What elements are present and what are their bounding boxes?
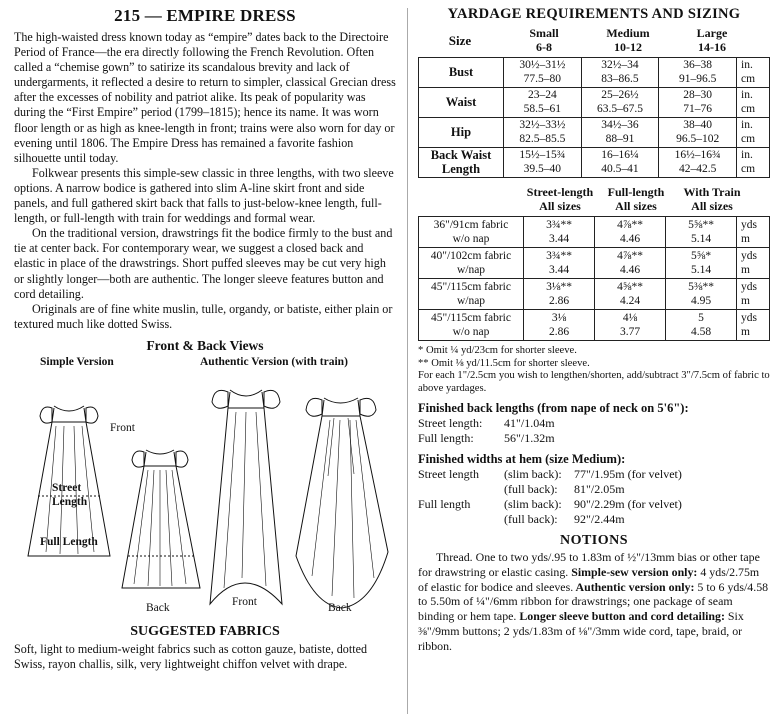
- fabrics-text: Soft, light to medium-weight fabrics such as cotton gauze, batiste, dotted Swiss, rayon challis, silk, very lightweight chiffon velvet with drape.: [14, 641, 367, 671]
- street-length-label-2: Length: [52, 495, 88, 508]
- fabric-nap: w/nap: [456, 295, 486, 307]
- authentic-front-dress: [210, 390, 282, 604]
- inch-value: 32½–33½: [519, 119, 566, 131]
- size-name: Medium: [606, 26, 650, 40]
- cm-value: 88–91: [605, 132, 635, 145]
- meters-value: 3.44: [548, 233, 570, 245]
- notions-text: [418, 550, 770, 653]
- yardage-cell: [595, 217, 666, 248]
- fabric-label: [419, 279, 524, 310]
- cm-value: 42–42.5: [678, 162, 717, 175]
- size-small: [502, 27, 586, 54]
- note-line: * Omit ¼ yd/23cm for shorter sleeve.: [418, 345, 577, 356]
- pattern-title: 215 — EMPIRE DRESS: [114, 6, 296, 25]
- meters-value: 5.14: [690, 264, 712, 276]
- unit-cell: [737, 217, 770, 248]
- yardage-cell: [666, 217, 737, 248]
- authentic-version-label: Authentic Version (with train): [200, 355, 348, 368]
- meters-value: 3.77: [619, 326, 641, 338]
- notions-part: Thread. One to two yds/.95 to 1.83m of ½"/13mm bias or other tape for drawstring or elastic casing.: [418, 550, 760, 580]
- measurement-label: Bust: [419, 58, 504, 88]
- inch-value: 23–24: [527, 89, 557, 101]
- notions-part: 5 to 6 yds/4.58 to 5.50m of ¼"/6mm ribbon for drawstrings; one package of seam binding or hem tape.: [418, 579, 769, 624]
- unit-cm: cm: [741, 132, 756, 145]
- measurement-label: Waist: [419, 88, 504, 118]
- finished-label: Full length:: [418, 431, 474, 446]
- hem-length-label: [418, 512, 504, 527]
- hem-length-label: Street length: [418, 467, 479, 482]
- cm-value: 82.5–85.5: [519, 132, 566, 145]
- yards-value: 3¾**: [546, 219, 572, 231]
- yardage-row: [419, 279, 770, 310]
- size-name: Small: [529, 26, 559, 40]
- yardage-header-line: All sizes: [539, 198, 581, 213]
- unit-cell: [737, 148, 770, 178]
- unit-inch: in.: [741, 119, 753, 131]
- unit-inch: in.: [741, 59, 753, 71]
- cm-value: 71–76: [683, 102, 713, 115]
- cm-value: 63.5–67.5: [596, 102, 643, 115]
- inch-value: 15½–15¾: [519, 149, 566, 161]
- notions-part: Six ⅜"/9mm buttons; 2 yds/1.83m of ⅛"/3mm wide cord, tape, braid, or ribbon.: [418, 609, 744, 653]
- inch-value: 34½–36: [601, 119, 639, 131]
- meters-value: 4.95: [690, 295, 712, 307]
- yardage-header-full: [598, 186, 674, 213]
- unit-cm: cm: [741, 162, 756, 175]
- yardage-row: [419, 217, 770, 248]
- size-range: 14-16: [698, 39, 726, 54]
- meters-value: 3.44: [548, 264, 570, 276]
- inch-value: 36–38: [683, 59, 713, 71]
- authentic-back-dress: [296, 398, 388, 608]
- hem-width-value: 77"/1.95m (for velvet): [574, 467, 682, 482]
- meters-value: 4.46: [619, 233, 641, 245]
- fabric-width: 36"/91cm fabric: [433, 219, 509, 231]
- measurement-cell: [504, 58, 582, 88]
- note-line: For each 1"/2.5cm you wish to lengthen/shorten, add/subtract 3"/7.5cm of fabric to above yardages.: [418, 370, 770, 394]
- yards-value: 4⅞**: [617, 250, 643, 262]
- yardage-cell: [524, 217, 595, 248]
- yardage-cell: [524, 279, 595, 310]
- yardage-row: [419, 248, 770, 279]
- meters-value: 2.86: [548, 295, 570, 307]
- measurement-row: [419, 148, 770, 178]
- measurement-cell: [659, 148, 737, 178]
- simple-version-label: Simple Version: [40, 355, 114, 368]
- finished-hem-rows: [418, 467, 770, 527]
- measurement-row: [419, 58, 770, 88]
- yardage-header-line: All sizes: [691, 198, 733, 213]
- unit-inch: in.: [741, 149, 753, 161]
- yards-value: 5⅜**: [688, 281, 714, 293]
- measurement-label: Hip: [419, 118, 504, 148]
- intro-paragraph: The high-waisted dress known today as “empire” dates back to the Directoire Period of France—the era directly following the French Revolution. Often called a “chemise gown” to satirize its scandalous brevity and lack of undergarments, it reflected a desire to return to simpler, classical Grecian dress after the excesses of nobility and patriot alike. Its peak of popularity was during the “First Empire” period (1799–1815); hence its name. It was worn floor length or as high as knee-length in front; trains were also worn for day or evening until 1806. The Empire Dress has remained a favorite fashion silhouette until today.: [14, 30, 396, 165]
- notions-title: NOTIONS: [559, 533, 629, 549]
- yardage-title: YARDAGE REQUIREMENTS AND SIZING: [447, 6, 741, 22]
- measurement-cell: [659, 118, 737, 148]
- yardage-cell: [666, 279, 737, 310]
- measurement-cell: [504, 118, 582, 148]
- yardage-header-line: With Train: [683, 185, 741, 199]
- inch-value: 30½–31½: [519, 59, 566, 71]
- inch-value: 38–40: [683, 119, 713, 131]
- yardage-row: [419, 310, 770, 341]
- yardage-cell: [666, 310, 737, 341]
- yardage-cell: [595, 248, 666, 279]
- unit-cm: cm: [741, 72, 756, 85]
- unit-inch: in.: [741, 89, 753, 101]
- fabric-label: [419, 248, 524, 279]
- yards-value: 3⅛**: [546, 281, 572, 293]
- size-label: Size: [448, 32, 472, 48]
- size-header: [418, 27, 770, 54]
- measurement-cell: [504, 148, 582, 178]
- finished-value: 41"/1.04m: [504, 416, 555, 431]
- finished-hem-row: [418, 482, 770, 497]
- description-paragraph: Folkwear presents this simple-sew classic in three lengths, with two sleeve options. A narrow bodice is gathered into slim A-line skirt front and side panels, and full gathered skirt back that falls to just-below-knee length, full-length, or full-length with train for weddings and formal wear.: [14, 165, 394, 226]
- originals-paragraph: Originals are of fine white muslin, tulle, organdy, or batiste, either plain or textured much like dotted Swiss.: [14, 301, 393, 331]
- yardage-cell: [524, 248, 595, 279]
- notions-bold: Simple-sew version only:: [568, 565, 698, 580]
- fabric-nap: w/o nap: [452, 326, 490, 338]
- front-label-authentic: Front: [232, 595, 257, 608]
- unit-cell: [737, 310, 770, 341]
- hem-width-value: 81"/2.05m: [574, 482, 625, 497]
- notions-bold: Longer sleeve button and cord detailing:: [516, 609, 725, 624]
- unit-cm: cm: [741, 102, 756, 115]
- yardage-header-train: [674, 186, 750, 213]
- unit-yds: yds: [741, 281, 757, 293]
- meters-value: 5.14: [690, 233, 712, 245]
- measurement-label: Back Waist Length: [419, 148, 504, 178]
- inch-value: 16–16¼: [601, 149, 639, 161]
- inch-value: 32½–34: [601, 59, 639, 71]
- cm-value: 40.5–41: [601, 162, 639, 175]
- back-label-simple: Back: [146, 601, 170, 614]
- finished-label: Street length:: [418, 416, 483, 431]
- unit-m: m: [741, 295, 750, 307]
- construction-paragraph: On the traditional version, drawstrings fit the bodice firmly to the bust and tie at center back. For contemporary wear, we suggest a closed back and elastic in place of the drawstrings. Short puffed sleeves may be cut very high or slightly longer—both are authentic. The longer sleeve features button and cord detailing.: [14, 226, 393, 301]
- finished-back-row: [418, 416, 770, 431]
- yardage-cell: [595, 310, 666, 341]
- yardage-cell: [524, 310, 595, 341]
- yards-value: 4⅞**: [617, 219, 643, 231]
- simple-front-dress: [28, 406, 110, 556]
- fabric-nap: w/o nap: [452, 233, 490, 245]
- yards-value: 3¾**: [546, 250, 572, 262]
- column-divider: [407, 8, 408, 714]
- unit-m: m: [741, 264, 750, 276]
- unit-yds: yds: [741, 312, 757, 324]
- yardage-table: [418, 216, 770, 341]
- inch-value: 28–30: [683, 89, 713, 101]
- hem-length-label: [418, 482, 504, 497]
- yards-value: 3⅛: [551, 312, 567, 324]
- street-length-label: Street: [52, 481, 82, 494]
- full-length-label: Full Length: [40, 535, 98, 548]
- hem-back-type: (slim back):: [504, 497, 562, 512]
- unit-yds: yds: [741, 250, 757, 262]
- hem-length-label: Full length: [418, 497, 471, 512]
- finished-hem-row: [418, 467, 770, 482]
- yardage-header-street: [522, 186, 598, 213]
- measurement-cell: [659, 58, 737, 88]
- hem-back-type: (slim back):: [504, 467, 562, 482]
- cm-value: 58.5–61: [523, 102, 562, 115]
- hem-back-type: (full back):: [504, 512, 558, 527]
- yards-value: 5⅝**: [688, 219, 714, 231]
- yardage-header-line: Street-length: [526, 185, 594, 199]
- yardage-header: [418, 186, 770, 213]
- yards-value: 4⅛: [622, 312, 638, 324]
- cm-value: 91–96.5: [678, 72, 717, 85]
- right-column: [418, 6, 770, 653]
- finished-hem-row: [418, 512, 770, 527]
- finished-value: 56"/1.32m: [504, 431, 555, 446]
- inch-value: 25–26½: [601, 89, 639, 101]
- measurement-cell: [581, 58, 659, 88]
- unit-cell: [737, 58, 770, 88]
- measurement-row: [419, 118, 770, 148]
- meters-value: 2.86: [548, 326, 570, 338]
- size-name: Large: [696, 26, 728, 40]
- measurement-cell: [504, 88, 582, 118]
- fabric-label: [419, 217, 524, 248]
- size-range: 10-12: [614, 39, 642, 54]
- unit-cell: [737, 279, 770, 310]
- finished-hem-row: [418, 497, 770, 512]
- meters-value: 4.24: [619, 295, 641, 307]
- yardage-header-line: Full-length: [607, 185, 665, 199]
- yardage-cell: [666, 248, 737, 279]
- measurement-cell: [659, 88, 737, 118]
- finished-back-title: Finished back lengths (from nape of neck on 5'6"):: [418, 401, 689, 416]
- unit-cell: [737, 88, 770, 118]
- finished-hem-title: Finished widths at hem (size Medium):: [418, 452, 626, 467]
- measurement-cell: [581, 148, 659, 178]
- left-column: [14, 6, 396, 672]
- note-line: ** Omit ⅛ yd/11.5cm for shorter sleeve.: [418, 357, 590, 369]
- fabric-width: 45"/115cm fabric: [431, 312, 511, 324]
- finished-back-row: [418, 431, 770, 446]
- fabrics-title: SUGGESTED FABRICS: [130, 623, 280, 639]
- unit-m: m: [741, 233, 750, 245]
- cm-value: 83–86.5: [601, 72, 639, 85]
- back-label-authentic: Back: [328, 601, 352, 614]
- unit-cell: [737, 118, 770, 148]
- cm-value: 77.5–80: [523, 72, 562, 85]
- unit-yds: yds: [741, 219, 757, 231]
- hem-width-value: 90"/2.29m (for velvet): [574, 497, 682, 512]
- measurement-row: [419, 88, 770, 118]
- meters-value: 4.46: [619, 264, 641, 276]
- fabric-width: 45"/115cm fabric: [431, 281, 511, 293]
- size-medium: [586, 27, 670, 54]
- measurement-cell: [581, 88, 659, 118]
- views-title: Front & Back Views: [146, 337, 264, 353]
- yards-value: 5⅝*: [690, 250, 712, 262]
- fabric-nap: w/nap: [456, 264, 486, 276]
- size-large: [670, 27, 754, 54]
- size-range: 6-8: [536, 39, 552, 54]
- fabric-width: 40"/102cm fabric: [430, 250, 512, 262]
- fabric-label: [419, 310, 524, 341]
- measurement-cell: [581, 118, 659, 148]
- cm-value: 39.5–40: [523, 162, 562, 175]
- hem-back-type: (full back):: [504, 482, 558, 497]
- unit-m: m: [741, 326, 750, 338]
- notions-bold: Authentic version only:: [573, 579, 695, 594]
- measurements-table: [418, 57, 770, 178]
- front-label-simple: Front: [110, 421, 135, 434]
- yards-value: 4⅝**: [617, 281, 643, 293]
- yardage-cell: [595, 279, 666, 310]
- dress-illustrations: [14, 356, 396, 618]
- meters-value: 4.58: [690, 326, 712, 338]
- inch-value: 16½–16¾: [674, 149, 721, 161]
- yardage-notes: [418, 345, 770, 395]
- yards-value: 5: [698, 312, 704, 324]
- unit-cell: [737, 248, 770, 279]
- notions-part: 4 yds/2.75m of elastic for bodice and sleeves.: [418, 565, 760, 594]
- simple-back-dress: [122, 450, 200, 588]
- yardage-header-line: All sizes: [615, 198, 657, 213]
- hem-width-value: 92"/2.44m: [574, 512, 625, 527]
- cm-value: 96.5–102: [676, 132, 720, 145]
